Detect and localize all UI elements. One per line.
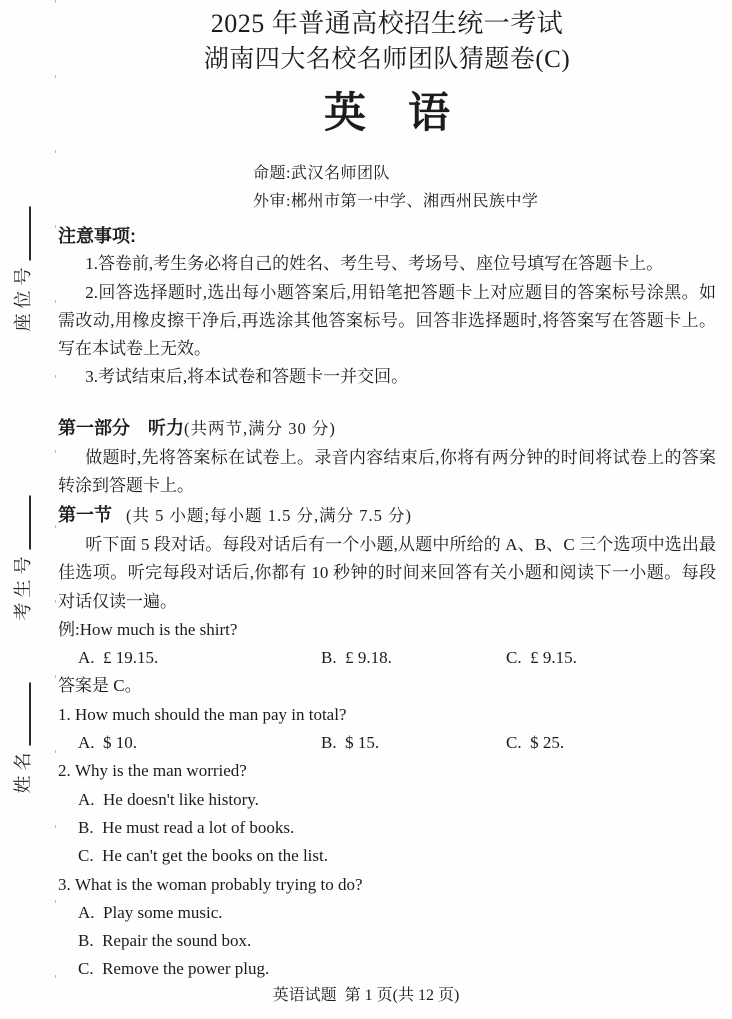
section1-heading (58, 501, 716, 531)
question-2-option-a-text: A. He doesn't like history. (78, 789, 259, 809)
question-2-text: Why is the man worried? (75, 761, 247, 781)
name-blank-line (29, 683, 31, 746)
page-content (58, 0, 716, 984)
seat-number-field (9, 207, 35, 332)
section1-heading-detail: (共 5 小题;每小题 1.5 分,满分 7.5 分) (126, 505, 412, 525)
section1-heading-bold: 第一节 (58, 504, 112, 525)
example-option-a: A. £ 19.15. (78, 648, 159, 668)
question-3-option-a-text: A. Play some music. (78, 902, 223, 922)
question-3-option-b-text: B. Repair the sound box. (78, 931, 252, 951)
notice-item-3: 3.考试结束后,将本试卷和答题卡一并交回。 (85, 367, 409, 387)
notice-item-1: 1.答卷前,考生务必将自己的姓名、考生号、考场号、座位号填写在答题卡上。 (85, 254, 664, 274)
candidate-number-label: 考生号 (13, 551, 33, 621)
exam-title-line1: 2025 年普通高校招生统一考试 (210, 9, 564, 38)
candidate-number-blank-line (29, 496, 31, 550)
example-option-c: C. £ 9.15. (506, 648, 577, 668)
paper-meta (58, 160, 716, 216)
question-2-option-a (58, 786, 716, 814)
question-3-option-c-text: C. Remove the power plug. (78, 959, 270, 979)
question-2-option-c-text: C. He can't get the books on the list. (78, 846, 328, 866)
question-1-option-b: B. $ 15. (321, 733, 380, 753)
question-1-option-a: A. $ 10. (78, 733, 138, 753)
part1-intro: 做题时,先将答案标在试卷上。录音内容结束后,你将有两分钟的时间将试卷上的答案转涂到答题卡上。 (58, 448, 716, 496)
notice-heading: 注意事项: (58, 226, 136, 246)
example-answer: 答案是 C。 (58, 676, 142, 696)
question-3-option-a (58, 899, 716, 927)
question-3 (58, 871, 716, 899)
page-footer (0, 982, 732, 1005)
seat-number-blank-line (29, 207, 31, 261)
question-3-text: What is the woman probably trying to do? (75, 874, 363, 894)
question-1-number: 1. (58, 704, 71, 724)
question-1-text: How much should the man pay in total? (75, 704, 347, 724)
part1-heading (58, 414, 716, 444)
proposer-text: 命题:武汉名师团队 (253, 165, 390, 182)
section1-description: 听下面 5 段对话。每段对话后有一个小题,从题中所给的 A、B、C 三个选项中选出最佳选项。听完每段对话后,你都有 10 秒钟的时间来回答有关小题和阅读下一小题。每段对话仅读一遍。 (58, 534, 716, 611)
subject-title: 英 语 (323, 89, 450, 136)
question-2 (58, 757, 716, 785)
question-1-options-row (58, 729, 716, 757)
part1-heading-detail: (共两节,满分 30 分) (184, 418, 336, 438)
proposer-line (253, 160, 716, 188)
reviewer-text: 外审:郴州市第一中学、湘西州民族中学 (253, 193, 539, 210)
question-3-option-b (58, 927, 716, 955)
name-field (9, 683, 35, 794)
reviewer-line (253, 188, 716, 216)
example-option-b: B. £ 9.18. (321, 648, 392, 668)
question-1 (58, 701, 716, 729)
part1-heading-bold: 第一部分 听力 (58, 417, 184, 438)
candidate-number-field (9, 496, 35, 621)
name-label: 姓名 (13, 747, 33, 794)
fold-dotted-line (55, 0, 56, 1019)
question-2-option-b (58, 814, 716, 842)
question-2-number: 2. (58, 761, 71, 781)
question-3-number: 3. (58, 874, 71, 894)
example-prompt: 例:How much is the shirt? (58, 619, 238, 639)
page-footer-text: 英语试题 第 1 页(共 12 页) (272, 987, 460, 1004)
notice-item-2: 2.回答选择题时,选出每小题答案后,用铅笔把答题卡上对应题目的答案标号涂黑。如需改动,用橡皮擦干净后,再选涂其他答案标号。回答非选择题时,将答案写在答题卡上。写在本试卷上无效。 (58, 282, 716, 359)
question-1-option-c: C. $ 25. (506, 733, 565, 753)
seat-number-label: 座位号 (13, 262, 33, 332)
example-options-row (58, 644, 716, 672)
question-3-option-c (58, 955, 716, 983)
question-2-option-c (58, 842, 716, 870)
question-2-option-b-text: B. He must read a lot of books. (78, 817, 295, 837)
exam-title-line2: 湖南四大名校名师团队猜题卷(C) (203, 46, 571, 73)
